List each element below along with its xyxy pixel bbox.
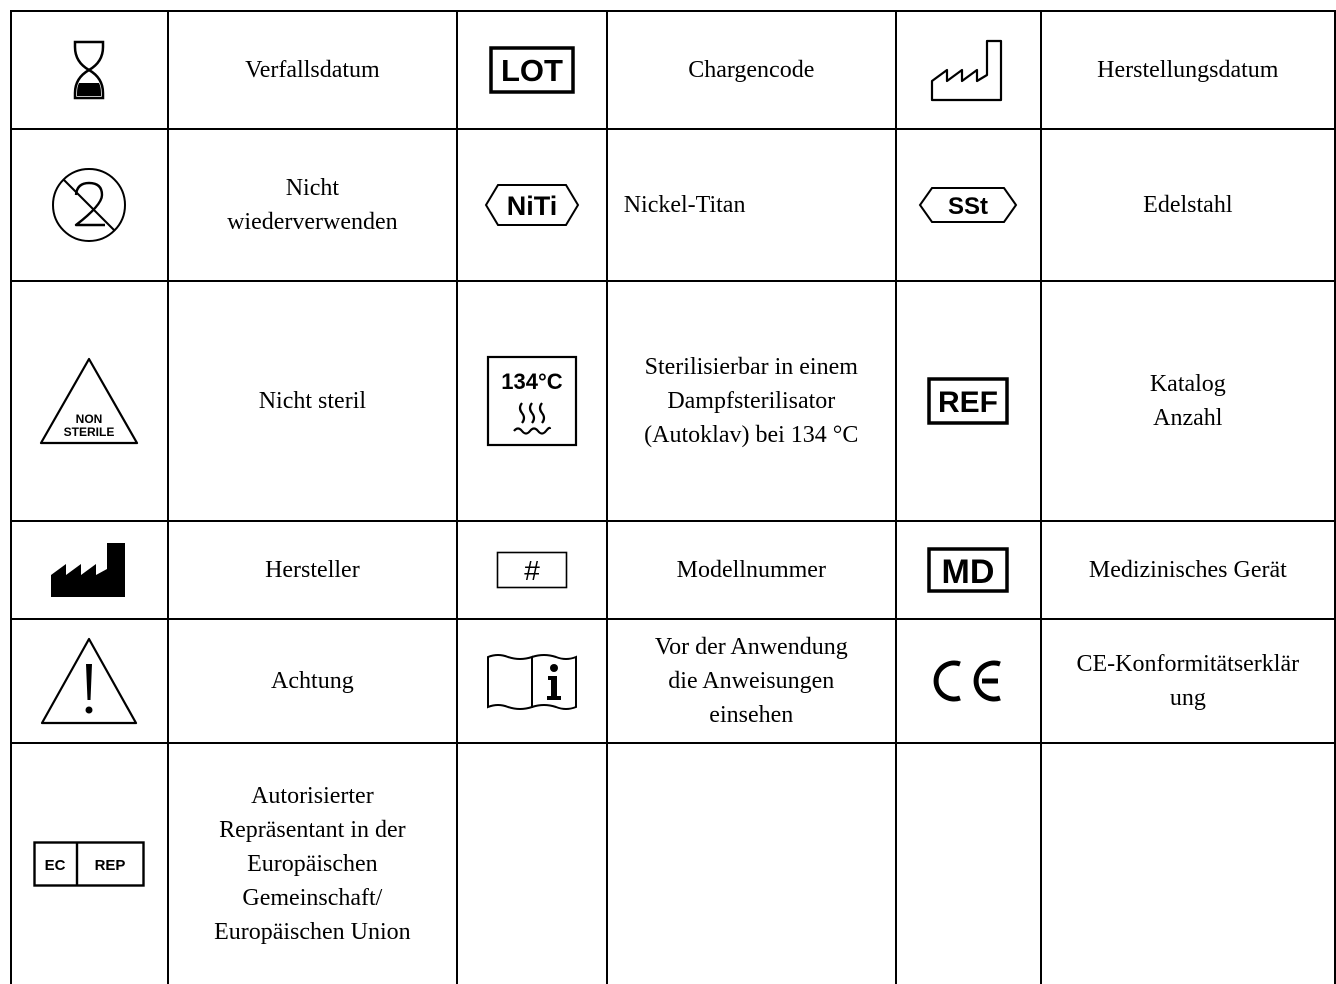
description-cell [168, 11, 457, 129]
ref-icon [927, 377, 1009, 425]
symbol-cell [457, 281, 607, 521]
description-text: Nicht steril [258, 388, 367, 414]
description-text: Medizinisches Gerät [1088, 557, 1287, 583]
symbol-cell [457, 521, 607, 619]
symbol-cell [896, 521, 1041, 619]
model-number-icon [496, 551, 568, 589]
sst-icon [918, 186, 1018, 224]
description-cell [607, 281, 896, 521]
caution-icon [39, 636, 139, 726]
md-text: MD [941, 553, 995, 591]
description-cell [607, 129, 896, 281]
non-sterile-text: NON [76, 412, 103, 426]
lot-text: LOT [500, 53, 563, 88]
ref-text: REF [938, 386, 999, 419]
symbol-cell [457, 619, 607, 743]
description-cell [168, 619, 457, 743]
description-line: wiederverwenden [227, 209, 398, 235]
description-cell [168, 521, 457, 619]
description-cell [607, 11, 896, 129]
description-line: Nicht [285, 175, 340, 201]
symbol-cell [11, 281, 168, 521]
description-text: Edelstahl [1143, 192, 1233, 218]
autoclave-temp-text: 134°C [501, 369, 563, 394]
symbol-cell [896, 129, 1041, 281]
description-text: Herstellungsdatum [1097, 57, 1279, 83]
symbol-cell [11, 619, 168, 743]
symbol-cell [896, 281, 1041, 521]
description-text: Verfallsdatum [245, 57, 380, 83]
factory-outline-icon [929, 37, 1007, 103]
description-text: Achtung [271, 668, 354, 694]
description-cell [1041, 619, 1335, 743]
table-row [11, 129, 1335, 281]
do-not-reuse-icon [49, 165, 129, 245]
description-text: Hersteller [265, 557, 360, 583]
empty-cell [607, 743, 896, 984]
empty-cell [1041, 743, 1335, 984]
description-cell [168, 743, 457, 984]
description-line: CE-Konformitätserklär [1076, 651, 1300, 677]
description-line: Anzahl [1153, 405, 1223, 431]
autoclave-icon [486, 355, 578, 447]
description-cell [1041, 129, 1335, 281]
description-text: Modellnummer [676, 557, 826, 583]
description-cell [607, 521, 896, 619]
description-cell [1041, 281, 1335, 521]
description-text: Nickel-Titan [623, 192, 746, 218]
empty-cell [457, 743, 607, 984]
symbol-cell [457, 11, 607, 129]
symbol-cell [11, 743, 168, 984]
description-line: Vor der Anwendung [654, 634, 848, 660]
table-row [11, 743, 1335, 984]
table-row [11, 281, 1335, 521]
description-cell [168, 281, 457, 521]
symbol-cell [11, 11, 168, 129]
description-line: die Anweisungen [668, 668, 835, 694]
sst-text: SSt [948, 193, 989, 220]
description-line: Europäischen [247, 851, 378, 877]
symbol-cell [457, 129, 607, 281]
ec-rep-icon [33, 841, 145, 887]
description-cell [1041, 11, 1335, 129]
niti-icon [484, 183, 580, 227]
empty-cell [896, 743, 1041, 984]
symbols-table [10, 10, 1336, 984]
symbol-cell [896, 619, 1041, 743]
niti-text: NiTi [506, 191, 558, 221]
non-sterile-text: STERILE [64, 425, 115, 439]
description-line: Gemeinschaft/ [242, 885, 383, 911]
description-line: Autorisierter [251, 783, 374, 809]
symbol-cell [896, 11, 1041, 129]
ce-mark-icon [930, 658, 1006, 704]
symbol-cell [11, 129, 168, 281]
description-line: Sterilisierbar in einem [644, 354, 858, 380]
description-line: (Autoklav) bei 134 °C [644, 422, 859, 448]
md-icon [927, 547, 1009, 593]
description-line: Katalog [1149, 371, 1226, 397]
rep-text: REP [94, 857, 126, 874]
table-row [11, 11, 1335, 129]
ec-text: EC [44, 857, 66, 874]
manufacturer-icon [49, 541, 129, 599]
description-line: Dampfsterilisator [667, 388, 836, 414]
description-line: Europäischen Union [214, 919, 411, 945]
model-number-text: # [524, 555, 540, 586]
description-line: Repräsentant in der [219, 817, 406, 843]
description-cell [1041, 521, 1335, 619]
table-row [11, 521, 1335, 619]
description-cell [607, 619, 896, 743]
hourglass-icon [72, 40, 106, 100]
table-row [11, 619, 1335, 743]
description-text: Chargencode [688, 57, 815, 83]
instructions-icon [486, 651, 578, 711]
description-line: ung [1169, 685, 1206, 711]
description-line: einsehen [709, 702, 794, 728]
symbol-cell [11, 521, 168, 619]
lot-icon [489, 46, 575, 94]
description-cell [168, 129, 457, 281]
non-sterile-icon [38, 356, 140, 446]
